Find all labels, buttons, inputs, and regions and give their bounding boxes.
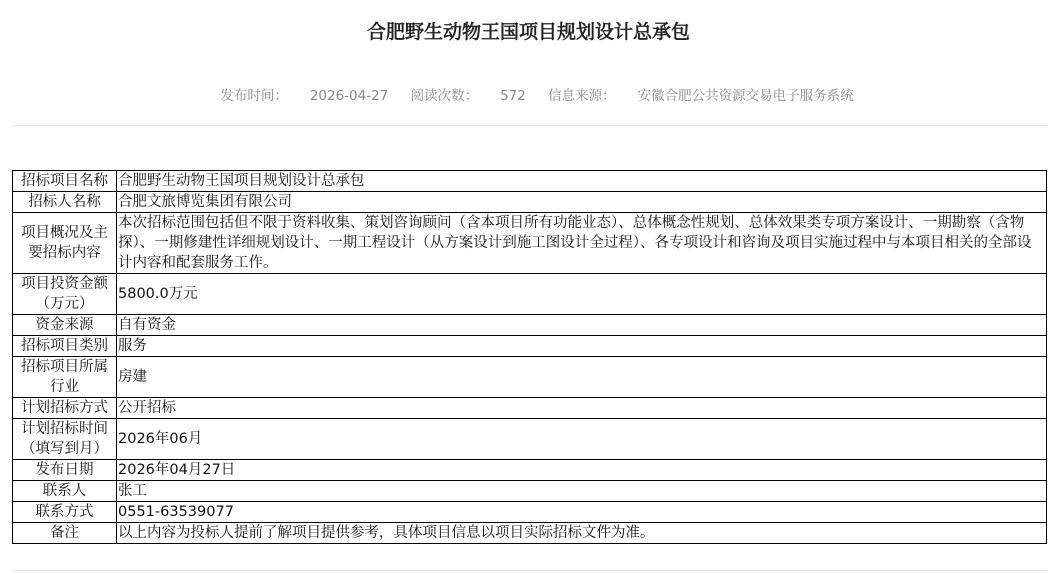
- table-row: [13, 419, 1047, 460]
- table-row: [13, 357, 1047, 398]
- article-meta: [0, 84, 1057, 104]
- table-row: [13, 523, 1047, 544]
- row-value: 公开招标: [117, 398, 1047, 419]
- publish-label: 发布时间：: [220, 88, 288, 104]
- table-row: [13, 336, 1047, 357]
- row-value: 以上内容为投标人提前了解项目提供参考，具体项目信息以项目实际招标文件为准。: [117, 523, 1047, 544]
- row-label: 联系方式: [13, 502, 117, 523]
- row-value: 2026年06月: [117, 419, 1047, 460]
- table-row: [13, 274, 1047, 315]
- row-value: 合肥野生动物王国项目规划设计总承包: [117, 171, 1047, 192]
- row-label: 计划招标时间（填写到月）: [13, 419, 117, 460]
- row-label: 计划招标方式: [13, 398, 117, 419]
- row-label: 项目投资金额（万元）: [13, 274, 117, 315]
- source-label: 信息来源：: [548, 88, 616, 104]
- row-label: 招标人名称: [13, 192, 117, 213]
- row-label: 招标项目所属行业: [13, 357, 117, 398]
- row-value: 张工: [117, 481, 1047, 502]
- table-row: [13, 502, 1047, 523]
- source-value: 安徽合肥公共资源交易电子服务系统: [637, 88, 854, 104]
- row-label: 资金来源: [13, 315, 117, 336]
- bid-info-table: [12, 170, 1047, 544]
- row-value: 服务: [117, 336, 1047, 357]
- footer-divider: [12, 570, 1046, 571]
- header-divider: [12, 125, 1046, 126]
- table-row: [13, 398, 1047, 419]
- row-value: 房建: [117, 357, 1047, 398]
- table-row: [13, 213, 1047, 274]
- row-label: 发布日期: [13, 460, 117, 481]
- reads-label: 阅读次数：: [410, 88, 479, 104]
- row-value: 2026年04月27日: [117, 460, 1047, 481]
- table-row: [13, 460, 1047, 481]
- row-value: 本次招标范围包括但不限于资料收集、策划咨询顾问（含本项目所有功能业态）、总体概念性规划、总体效果类专项方案设计、一期勘察（含物探）、一期修建性详细规划设计、一期工程设计（从方案设计到施工图设计全过程）、各专项设计和咨询及项目实施过程中与本项目相关的全部设计内容和配套服务工作。: [117, 213, 1047, 274]
- table-row: [13, 481, 1047, 502]
- row-label: 招标项目名称: [13, 171, 117, 192]
- reads-count: 572: [500, 88, 526, 104]
- page-title: 合肥野生动物王国项目规划设计总承包: [366, 21, 690, 43]
- row-value: 5800.0万元: [117, 274, 1047, 315]
- table-row: [13, 171, 1047, 192]
- row-label: 项目概况及主要招标内容: [13, 213, 117, 274]
- row-value: 合肥文旅博览集团有限公司: [117, 192, 1047, 213]
- table-row: [13, 192, 1047, 213]
- row-label: 备注: [13, 523, 117, 544]
- table-row: [13, 315, 1047, 336]
- row-label: 联系人: [13, 481, 117, 502]
- row-value: 自有资金: [117, 315, 1047, 336]
- publish-date: 2026-04-27: [309, 88, 389, 104]
- row-value: 0551-63539077: [117, 502, 1047, 523]
- row-label: 招标项目类别: [13, 336, 117, 357]
